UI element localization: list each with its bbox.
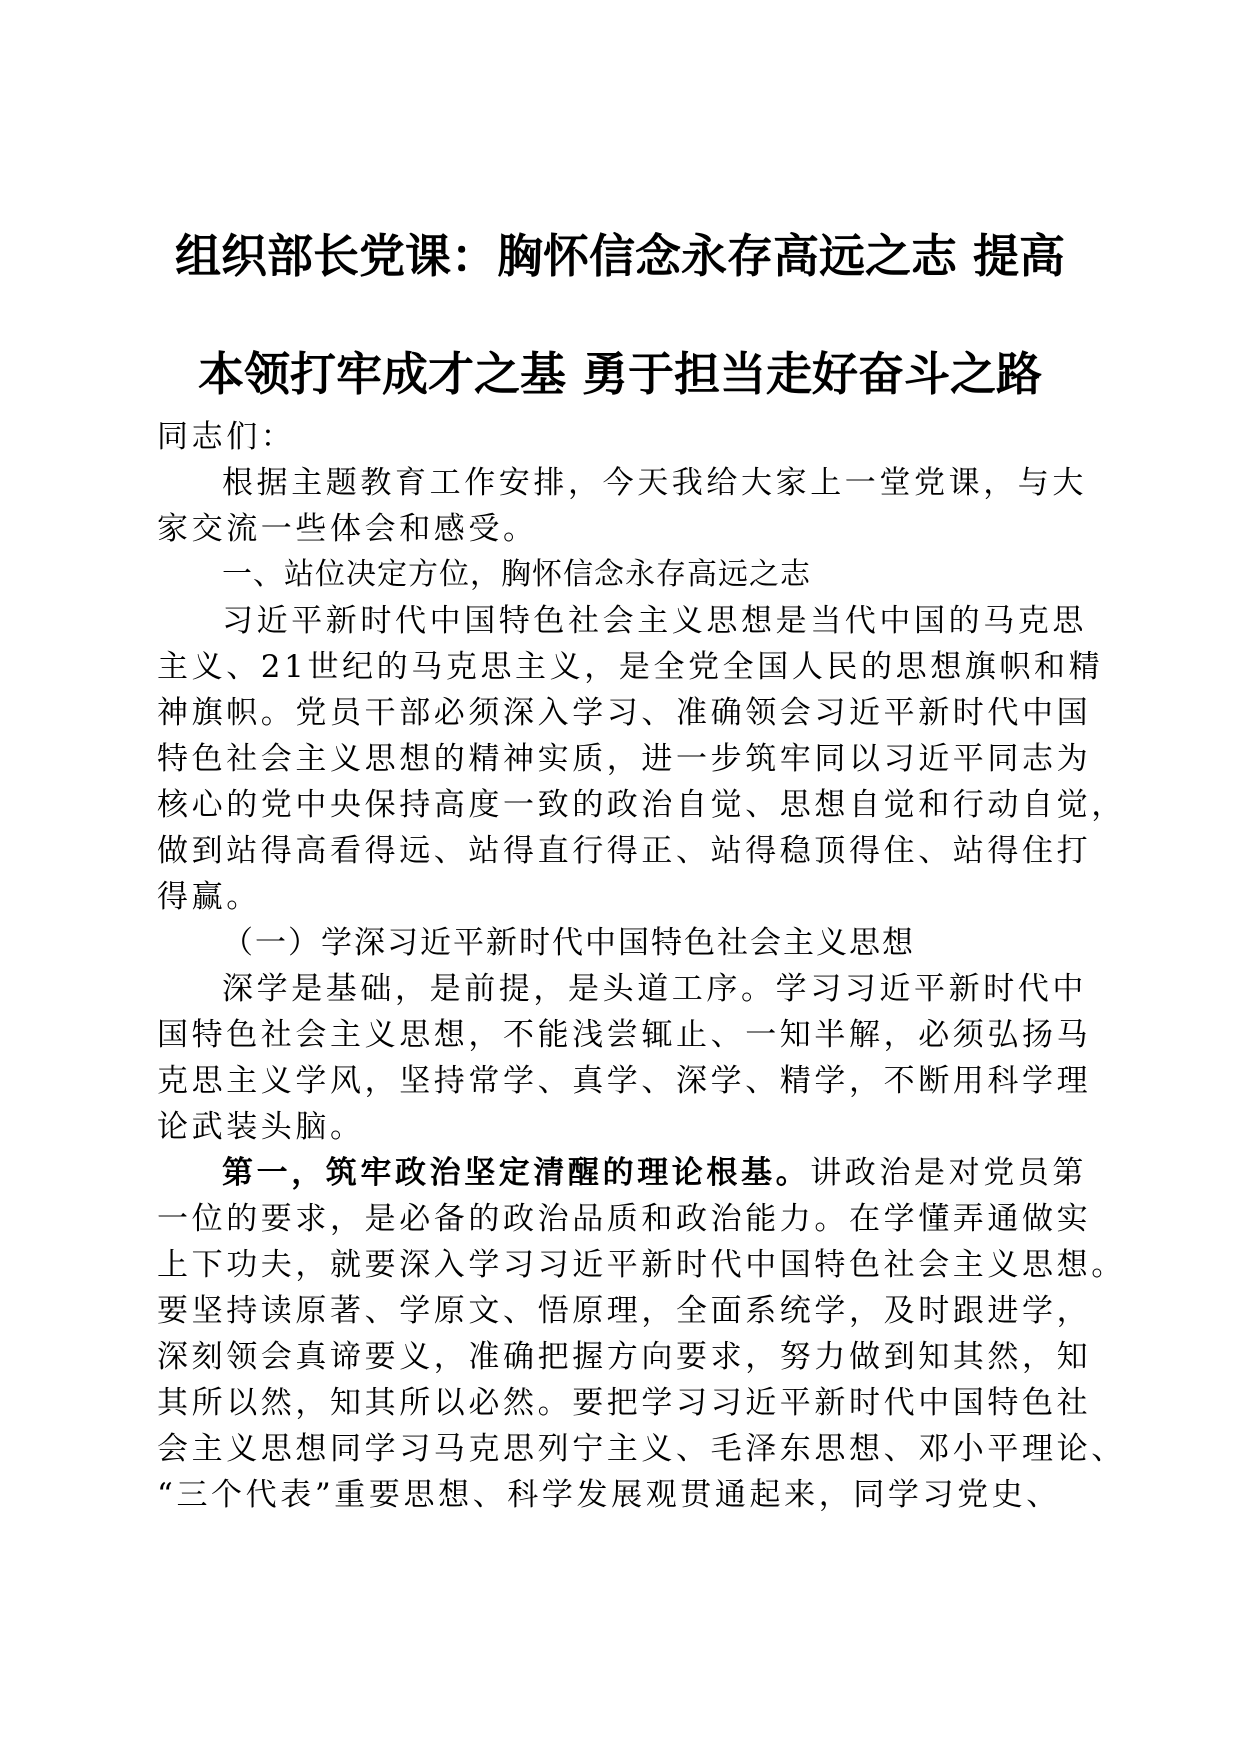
document-title-line-2: 本领打牢成才之基 勇于担当走好奋斗之路: [197, 347, 1042, 401]
body-line: “三个代表”重要思想、科学发展观贯通起来，同学习党史、: [157, 1477, 1061, 1513]
body-text: 讲政治是对党员第: [810, 1155, 1088, 1191]
body-line: 克思主义学风，坚持常学、真学、深学、精学，不断用科学理: [157, 1063, 1092, 1099]
body-line: 特色社会主义思想的精神实质，进一步筑牢同以习近平同志为: [157, 741, 1092, 777]
body-line: 一位的要求，是必备的政治品质和政治能力。在学懂弄通做实: [157, 1201, 1092, 1237]
body-line: 核心的党中央保持高度一致的政治自觉、思想自觉和行动自觉，: [157, 787, 1126, 823]
body-line: 要坚持读原著、学原文、悟原理，全面系统学，及时跟进学，: [157, 1293, 1092, 1329]
body-line: 深刻领会真谛要义，准确把握方向要求，努力做到知其然，知: [157, 1339, 1092, 1375]
body-line: 其所以然，知其所以必然。要把学习习近平新时代中国特色社: [157, 1385, 1092, 1421]
body-line: 神旗帜。党员干部必须深入学习、准确领会习近平新时代中国: [157, 695, 1092, 731]
body-line: 深学是基础，是前提，是头道工序。学习习近平新时代中: [222, 971, 1087, 1007]
paragraph-first-line: [222, 1151, 1087, 1195]
body-line: 家交流一些体会和感受。: [157, 511, 538, 547]
body-line: 会主义思想同学习马克思列宁主义、毛泽东思想、邓小平理论、: [157, 1431, 1126, 1467]
body-line: 主义、21世纪的马克思主义，是全党全国人民的思想旗帜和精: [157, 649, 1104, 685]
body-line: 做到站得高看得远、站得直行得正、站得稳顶得住、站得住打: [157, 833, 1092, 869]
salutation: 同志们：: [157, 419, 296, 455]
body-line: 根据主题教育工作安排，今天我给大家上一堂党课，与大: [222, 465, 1087, 501]
section-heading: 一、站位决定方位，胸怀信念永存高远之志: [222, 557, 811, 592]
body-line: 国特色社会主义思想，不能浅尝辄止、一知半解，必须弘扬马: [157, 1017, 1092, 1053]
bold-lead: 第一，筑牢政治坚定清醒的理论根基。: [222, 1155, 811, 1191]
body-line: 论武装头脑。: [157, 1109, 365, 1145]
body-line: 习近平新时代中国特色社会主义思想是当代中国的马克思: [222, 603, 1087, 639]
body-line: 上下功夫，就要深入学习习近平新时代中国特色社会主义思想。: [157, 1247, 1126, 1283]
document-title-line-1: 组织部长党课：胸怀信念永存高远之志 提高: [174, 229, 1065, 283]
subsection-heading: （一）学深习近平新时代中国特色社会主义思想: [222, 925, 915, 961]
body-line: 得赢。: [157, 879, 261, 915]
